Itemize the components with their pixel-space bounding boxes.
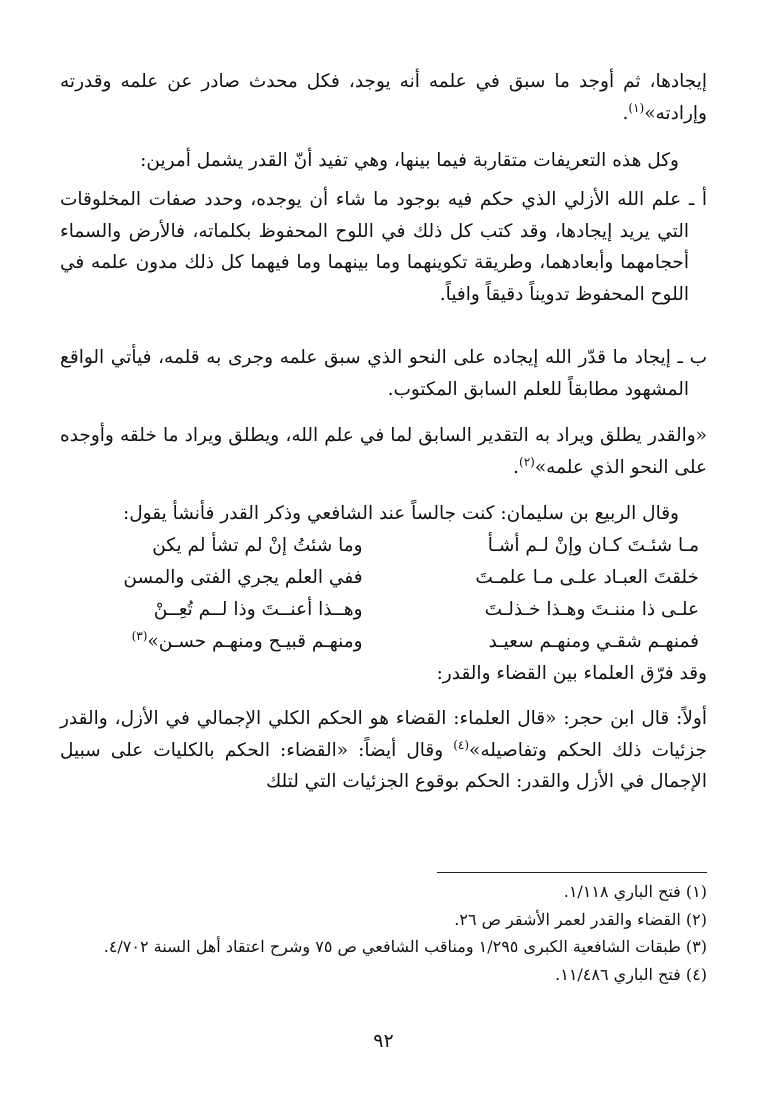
verse-row	[52, 626, 699, 658]
paragraph-text: أولاً: قال ابن حجر: «قال العلماء: القضاء هو الحكم الكلي الإجمالي في الأزل، والقدر جزئيات ذلك الحكم وتفاصيله»	[60, 708, 707, 761]
verse-row	[52, 530, 699, 562]
footnote-item: (٣) طبقات الشافعية الكبرى ١/٢٩٥ ومناقب الشافعي ص ٧٥ وشرح اعتقاد أهل السنة ٤/٧٠٢.	[103, 937, 707, 956]
footnote-reference[interactable]: (٣)	[131, 628, 148, 643]
footnote-item: (١) فتح الباري ١/١١٨.	[563, 882, 707, 901]
footnote-reference[interactable]: (١)	[628, 100, 645, 115]
poem-intro: وقال الربيع بن سليمان: كنت جالساً عند الشافعي وذكر القدر فأنشأ يقول:	[122, 503, 679, 524]
paragraph-summary	[60, 145, 707, 177]
verse-second-hemistich: وما شئتُ إنْ لم تشأ لم يكن	[152, 534, 363, 556]
footnote-reference[interactable]: (٤)	[453, 737, 470, 752]
paragraph-text: وقال أيضاً: «القضاء: الحكم بالكليات على سبيل الإجمال في الأزل والقدر: الحكم بوقوع الجزئيات التي لتلك	[60, 739, 707, 792]
list-item-b	[60, 342, 707, 405]
page-number: ٩٢	[373, 1030, 394, 1052]
quotation-paragraph	[60, 420, 707, 483]
verse-row	[52, 562, 699, 594]
poem-section	[60, 498, 707, 689]
paragraph-ibn-hajar	[60, 703, 707, 798]
paragraph-continuation	[60, 66, 707, 129]
verse-first-hemistich: علـى ذا مننـتَ وهـذا خـذلـتَ	[484, 598, 699, 620]
footnote-item: (٤) فتح الباري ١١/٤٨٦.	[555, 964, 707, 984]
verse-second-hemistich	[52, 626, 363, 658]
footnote-reference[interactable]: (٢)	[519, 454, 535, 469]
punctuation: .	[513, 456, 520, 478]
punctuation: .	[622, 102, 629, 124]
paragraph-text: وكل هذه التعريفات متقاربة فيما بينها، وهي تفيد أنّ القدر يشمل أمرين:	[140, 150, 679, 171]
list-item-text: ب ـ إيجاد ما قدّر الله إيجاده على النحو الذي سبق علمه وجرى به قلمه، فيأتي الواقع المشهود مطابقاً للعلم السابق المكتوب.	[60, 347, 707, 400]
poem-verses	[52, 530, 699, 658]
list-item-text: أ ـ علم الله الأزلي الذي حكم فيه بوجود ما شاء أن يوجده، وحدد صفات المخلوقات التي يريد إيجادها، وقد كتب كل ذلك في اللوح المحفوظ بكلماته، فالأرض والسماء أحجامهما وأبعادهما، وطريقة تكوينهما وما بينهما وما فيهما كل ذلك مدون علمه في اللوح المحفوظ تدويناً دقيقاً وافياً.	[60, 189, 707, 305]
footnote-item: (٢) القضاء والقدر لعمر الأشقر ص ٢٦.	[454, 909, 707, 929]
verse-second-hemistich: وهــذا أعنــتَ وذا لــم تُعِــنْ	[153, 598, 363, 620]
footnotes	[60, 878, 707, 988]
verse-second-hemistich: ففي العلم يجري الفتى والمسن	[123, 566, 363, 588]
verse-row	[52, 594, 699, 626]
paragraph-text: «والقدر يطلق ويراد به التقدير السابق لما في علم الله، ويطلق ويراد ما خلقه وأوجده على النحو الذي علمه»	[60, 425, 707, 478]
verse-text: ومنهـم قبيـح ومنهـم حسـن»	[147, 630, 363, 652]
paragraph-text: وقد فرّق العلماء بين القضاء والقدر:	[436, 662, 707, 684]
verse-first-hemistich: فمنهـم شقـي ومنهـم سعيـد	[488, 630, 699, 652]
verse-first-hemistich: خلقتَ العبـاد علـى مـا علمـتَ	[475, 566, 699, 588]
footnote-separator	[437, 872, 707, 873]
paragraph-text: إيجادها، ثم أوجد ما سبق في علمه أنه يوجد، فكل محدث صادر عن علمه وقدرته وإرادته»	[60, 71, 707, 124]
list-item-a	[60, 184, 707, 310]
verse-first-hemistich: مـا شئـتَ كـان وإنْ لـم أشـأ	[487, 534, 699, 556]
